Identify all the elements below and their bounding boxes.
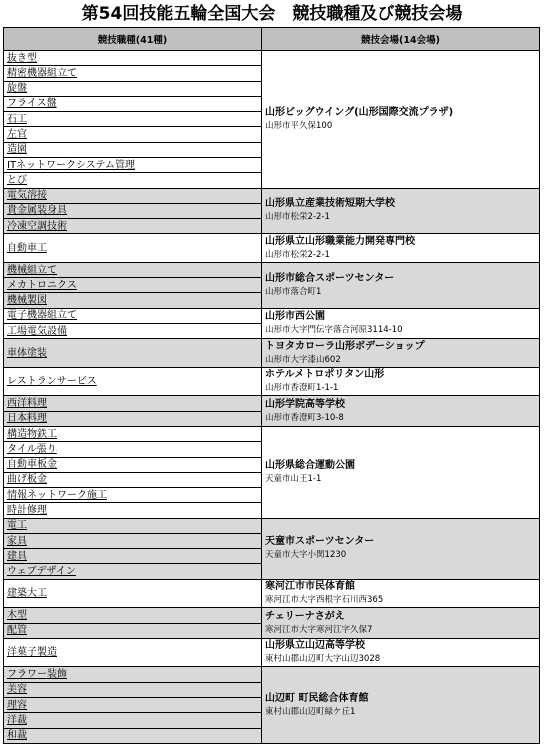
table-row <box>4 426 540 441</box>
occupation-cell <box>4 96 262 111</box>
venue-cell <box>262 339 540 368</box>
occupation-cell <box>4 472 262 487</box>
venue-name: 山辺町 町民総合体育館 <box>265 692 369 704</box>
occupation-cell <box>4 518 262 533</box>
occupation-name: 造園 <box>7 144 27 156</box>
occupation-cell <box>4 66 262 81</box>
venue-name: 山形県立山辺高等学校 <box>265 640 365 652</box>
venue-table <box>3 27 540 744</box>
occupation-name: タイル張り <box>7 443 57 455</box>
occupation-cell <box>4 564 262 579</box>
occupation-name: 洋菓子製造 <box>7 647 57 659</box>
occupation-name: フラワー装飾 <box>7 669 67 681</box>
occupation-name: 家具 <box>7 535 27 547</box>
occupation-name: フライス盤 <box>7 98 57 110</box>
table-row <box>4 396 540 411</box>
occupation-cell <box>4 142 262 157</box>
occupation-cell <box>4 579 262 608</box>
occupation-name: 時計修理 <box>7 504 47 516</box>
occupation-name: 曲げ板金 <box>7 474 47 486</box>
occupation-cell <box>4 396 262 411</box>
occupation-cell <box>4 682 262 697</box>
table-row <box>4 308 540 323</box>
occupation-name: 石工 <box>7 113 27 125</box>
occupation-cell <box>4 234 262 263</box>
occupation-cell <box>4 278 262 293</box>
table-row <box>4 367 540 396</box>
venue-cell <box>262 51 540 189</box>
venue-address: 山形市大字門伝字落合河原3114-10 <box>265 325 403 336</box>
occupation-cell <box>4 339 262 368</box>
occupation-cell <box>4 262 262 277</box>
table-row <box>4 667 540 682</box>
venue-address: 天童市大字小関1230 <box>265 550 347 561</box>
occupation-name: 西洋料理 <box>7 398 47 410</box>
venue-cell <box>262 667 540 744</box>
occupation-name: メカトロニクス <box>7 279 77 291</box>
occupation-cell <box>4 697 262 712</box>
venue-address: 山形市落合町1 <box>265 286 322 297</box>
venue-address: 山形市大字漆山602 <box>265 354 341 365</box>
venue-cell <box>262 608 540 639</box>
table-row <box>4 51 540 66</box>
occupation-cell <box>4 308 262 323</box>
venue-address: 山形市香澄町3-10-8 <box>265 412 344 423</box>
occupation-cell <box>4 157 262 172</box>
occupation-cell <box>4 457 262 472</box>
occupation-name: 旋盤 <box>7 83 27 95</box>
occupation-name: レストランサービス <box>7 376 97 388</box>
occupation-name: 機械製図 <box>7 295 47 307</box>
occupation-cell <box>4 713 262 728</box>
venue-cell <box>262 188 540 234</box>
occupation-cell <box>4 667 262 682</box>
occupation-cell <box>4 324 262 339</box>
occupation-cell <box>4 51 262 66</box>
occupation-name: 情報ネットワーク施工 <box>7 489 107 501</box>
venue-name: 山形県立産業技術短期大学校 <box>265 198 395 210</box>
venue-cell <box>262 426 540 518</box>
occupation-name: 電気溶接 <box>7 190 47 202</box>
occupation-name: 美容 <box>7 684 27 696</box>
occupation-cell <box>4 219 262 234</box>
occupation-cell <box>4 411 262 426</box>
venue-cell <box>262 518 540 579</box>
occupation-name: 木型 <box>7 609 27 621</box>
venue-name: トヨタカローラ山形ボデーショップ <box>265 340 425 352</box>
occupation-name: 工場電気設備 <box>7 325 67 337</box>
venue-address: 寒河江市大字西根字石川西365 <box>265 595 384 606</box>
table-header-row <box>4 28 540 51</box>
occupation-name: 電工 <box>7 520 27 532</box>
venue-name: 山形県総合運動公園 <box>265 459 355 471</box>
occupation-name: 理容 <box>7 699 27 711</box>
venue-address: 東村山郡山辺町緑ケ丘1 <box>265 706 356 717</box>
venue-address: 山形市平久保100 <box>265 120 333 131</box>
occupation-cell <box>4 488 262 503</box>
header-occupation: 競技職種(41種) <box>4 28 262 51</box>
table-row <box>4 608 540 623</box>
occupation-name: 日本料理 <box>7 413 47 425</box>
occupation-cell <box>4 367 262 396</box>
occupation-name: 抜き型 <box>7 52 37 64</box>
occupation-name: 車体塗装 <box>7 347 47 359</box>
venue-address: 山形市香澄町1-1-1 <box>265 383 339 394</box>
occupation-name: 左官 <box>7 129 27 141</box>
venue-name: 寒河江市市民体育館 <box>265 581 355 593</box>
venue-cell <box>262 638 540 667</box>
occupation-name: 構造物鉄工 <box>7 428 57 440</box>
venue-name: 山形市総合スポーツセンター <box>265 272 395 284</box>
occupation-name: 配管 <box>7 625 27 637</box>
table-row <box>4 234 540 263</box>
occupation-name: 和裁 <box>7 730 27 742</box>
occupation-name: 自動車板金 <box>7 459 57 471</box>
occupation-name: 建築大工 <box>7 588 47 600</box>
venue-name: 天童市スポーツセンター <box>265 536 375 548</box>
occupation-name: 自動車工 <box>7 242 47 254</box>
venue-address: 東村山郡山辺町大字山辺3028 <box>265 654 381 665</box>
occupation-cell <box>4 426 262 441</box>
occupation-cell <box>4 503 262 518</box>
venue-name: 山形ビッグウイング(山形国際交流プラザ) <box>265 106 454 118</box>
venue-address: 天童市山王1-1 <box>265 473 322 484</box>
venue-cell <box>262 367 540 396</box>
occupation-name: とび <box>7 174 27 186</box>
table-row <box>4 638 540 667</box>
occupation-cell <box>4 623 262 638</box>
occupation-name: 洋裁 <box>7 714 27 726</box>
occupation-cell <box>4 549 262 564</box>
venue-name: 山形学院高等学校 <box>265 398 345 410</box>
venue-name: 山形市西公園 <box>265 311 325 323</box>
venue-name: チェリーナさがえ <box>265 610 345 622</box>
occupation-cell <box>4 188 262 203</box>
page-title: 第54回技能五輪全国大会 競技職種及び競技会場 <box>81 4 463 24</box>
occupation-cell <box>4 728 262 744</box>
occupation-name: ITネットワークシステム管理 <box>7 159 136 171</box>
occupation-cell <box>4 442 262 457</box>
header-venue: 競技会場(14会場) <box>262 28 540 51</box>
occupation-cell <box>4 293 262 308</box>
table-row <box>4 579 540 608</box>
venue-cell <box>262 234 540 263</box>
venue-cell <box>262 396 540 427</box>
venue-address: 寒河江市大字寒河江字久保7 <box>265 624 373 635</box>
occupation-name: 冷凍空調技術 <box>7 220 67 232</box>
table-body <box>4 51 540 744</box>
table-row <box>4 262 540 277</box>
venue-address: 山形市松栄2-2-1 <box>265 212 330 223</box>
occupation-name: ウェブデザイン <box>7 566 76 578</box>
table-row <box>4 339 540 368</box>
occupation-name: 建具 <box>7 550 27 562</box>
occupation-cell <box>4 608 262 623</box>
venue-cell <box>262 308 540 339</box>
venue-name: ホテルメトロポリタン山形 <box>265 369 385 381</box>
occupation-cell <box>4 173 262 188</box>
occupation-cell <box>4 112 262 127</box>
occupation-cell <box>4 127 262 142</box>
occupation-name: 精密機器組立て <box>7 67 77 79</box>
venue-cell <box>262 579 540 608</box>
occupation-name: 貴金属装身具 <box>7 205 67 217</box>
venue-address: 山形市松栄2-2-1 <box>265 249 330 260</box>
occupation-name: 電子機器組立て <box>7 310 77 322</box>
occupation-cell <box>4 638 262 667</box>
occupation-name: 機械組立て <box>7 264 57 276</box>
occupation-cell <box>4 81 262 96</box>
venue-cell <box>262 262 540 308</box>
occupation-cell <box>4 533 262 548</box>
table-row <box>4 188 540 203</box>
occupation-cell <box>4 203 262 218</box>
venue-name: 山形県立山形職業能力開発専門校 <box>265 235 415 247</box>
table-row <box>4 518 540 533</box>
